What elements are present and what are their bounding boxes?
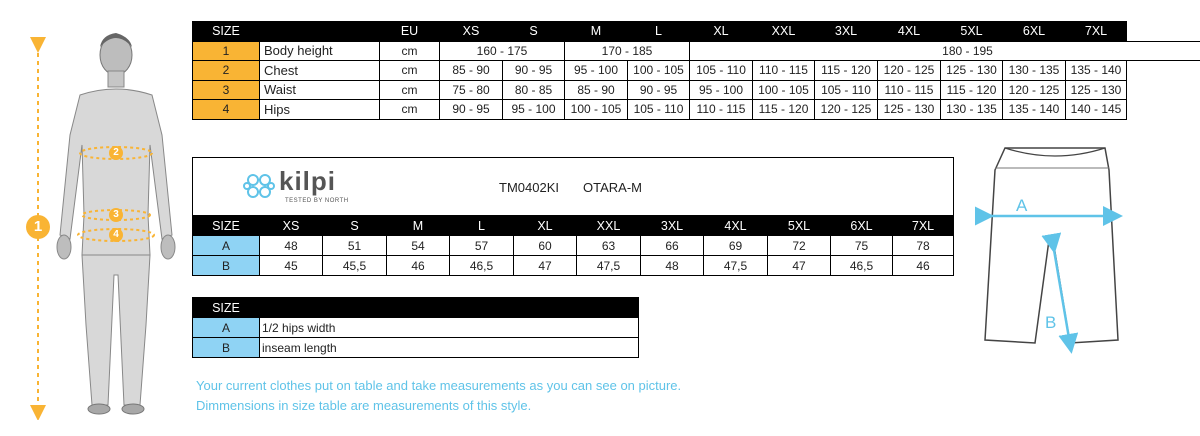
unit-cell: cm [380,41,440,61]
header-cell: 6XL [1003,22,1066,42]
table-cell: 100 - 105 [628,61,690,81]
dimensions-note: Dimmensions in size table are measurements of this style. [196,398,532,413]
table-cell: 47 [768,256,831,276]
table-cell: 46,5 [450,256,514,276]
table-cell: 60 [514,236,577,256]
row-number: B [193,256,260,276]
table-cell: 54 [387,236,450,256]
table-cell: 46 [893,256,954,276]
header-cell: XL [514,216,577,236]
table-cell: 115 - 120 [941,80,1003,100]
table-cell: 130 - 135 [941,100,1003,120]
table-cell: 120 - 125 [878,61,941,81]
table-cell: 75 [831,236,893,256]
table-cell: 78 [893,236,954,256]
badge-hips: 4 [109,228,123,242]
table-cell: 90 - 95 [440,100,503,120]
table-cell: 47,5 [577,256,641,276]
table-cell: 140 - 145 [1066,100,1127,120]
measurement-legend-table [192,297,639,358]
table-row [193,100,1200,120]
header-cell: SIZE [193,298,260,318]
header-cell: EU [380,22,440,42]
header-cell: L [628,22,690,42]
table-cell: 110 - 115 [690,100,753,120]
row-number: 1 [193,41,260,61]
table-cell: 180 - 195 [690,41,1200,61]
header-cell: L [450,216,514,236]
header-cell: 7XL [893,216,954,236]
brand-name: kilpi [279,166,337,196]
table-cell: 95 - 100 [690,80,753,100]
product-code: TM0402KI [499,180,559,195]
table-row [193,61,1200,81]
table-cell: 130 - 135 [1003,61,1066,81]
unit-cell: cm [380,80,440,100]
unit-cell: cm [380,100,440,120]
table-cell: 66 [641,236,704,256]
table-cell: 85 - 90 [565,80,628,100]
row-label: 1/2 hips width [260,318,639,338]
table-header-row [193,216,954,236]
table-cell: 115 - 120 [753,100,815,120]
header-cell [260,298,639,318]
product-header [192,157,954,215]
header-cell: 4XL [878,22,941,42]
table-cell: 95 - 100 [565,61,628,81]
table-cell: 100 - 105 [565,100,628,120]
header-cell: XXL [753,22,815,42]
brand-tagline: TESTED BY NORTH [285,198,349,204]
table-cell: 48 [641,256,704,276]
table-cell: 69 [704,236,768,256]
header-cell: 5XL [941,22,1003,42]
table-cell: 105 - 110 [815,80,878,100]
header-cell: S [323,216,387,236]
shorts-label-b: B [1045,313,1057,332]
table-cell: 46 [387,256,450,276]
product-name: OTARA-M [583,180,642,195]
table-row [193,338,639,358]
table-cell: 125 - 130 [1066,80,1127,100]
table-cell: 51 [323,236,387,256]
header-cell: M [565,22,628,42]
body-size-table [192,21,1200,120]
table-cell: 45,5 [323,256,387,276]
row-label: inseam length [260,338,639,358]
unit-cell: cm [380,61,440,81]
table-row [193,236,954,256]
table-row [193,318,639,338]
table-cell: 100 - 105 [753,80,815,100]
header-cell [260,22,380,42]
table-cell: 85 - 90 [440,61,503,81]
kilpi-logo-icon [241,168,277,204]
shorts-label-a: A [1016,196,1028,215]
table-cell: 46,5 [831,256,893,276]
product-size-table [192,215,954,276]
header-cell: XS [440,22,503,42]
row-label: Body height [260,41,380,61]
badge-chest: 2 [109,146,123,160]
table-cell: 45 [260,256,323,276]
row-number: 4 [193,100,260,120]
header-cell: S [503,22,565,42]
table-header-row [193,298,639,318]
table-cell: 170 - 185 [565,41,690,61]
instruction-note: Your current clothes put on table and take measurements as you can see on picture. [196,378,682,393]
header-cell: SIZE [193,216,260,236]
table-cell: 48 [260,236,323,256]
table-cell: 75 - 80 [440,80,503,100]
table-cell: 47 [514,256,577,276]
header-cell: XXL [577,216,641,236]
row-number: 2 [193,61,260,81]
table-cell: 105 - 110 [690,61,753,81]
table-cell: 125 - 130 [878,100,941,120]
row-label: Hips [260,100,380,120]
header-cell: 3XL [815,22,878,42]
table-row [193,256,954,276]
table-cell: 110 - 115 [878,80,941,100]
table-cell: 72 [768,236,831,256]
table-cell: 160 - 175 [440,41,565,61]
badge-waist: 3 [109,208,123,222]
table-cell: 90 - 95 [628,80,690,100]
table-cell: 125 - 130 [941,61,1003,81]
table-row [193,80,1200,100]
table-cell: 80 - 85 [503,80,565,100]
table-cell: 63 [577,236,641,256]
table-header-row [193,22,1200,42]
table-cell: 135 - 140 [1066,61,1127,81]
row-number: B [193,338,260,358]
row-label: Waist [260,80,380,100]
table-cell: 115 - 120 [815,61,878,81]
table-cell: 95 - 100 [503,100,565,120]
header-cell: XS [260,216,323,236]
header-cell: 7XL [1066,22,1127,42]
header-cell: SIZE [193,22,260,42]
row-number: 3 [193,80,260,100]
row-label: Chest [260,61,380,81]
row-number: A [193,318,260,338]
table-cell: 57 [450,236,514,256]
table-row [193,41,1200,61]
table-cell: 120 - 125 [1003,80,1066,100]
table-cell: 110 - 115 [753,61,815,81]
badge-height: 1 [26,215,50,239]
row-number: A [193,236,260,256]
table-cell: 120 - 125 [815,100,878,120]
table-cell: 135 - 140 [1003,100,1066,120]
header-cell: XL [690,22,753,42]
table-cell: 90 - 95 [503,61,565,81]
table-cell: 105 - 110 [628,100,690,120]
header-cell: 6XL [831,216,893,236]
header-cell: M [387,216,450,236]
header-cell: 4XL [704,216,768,236]
header-cell: 5XL [768,216,831,236]
table-cell: 47,5 [704,256,768,276]
header-cell: 3XL [641,216,704,236]
